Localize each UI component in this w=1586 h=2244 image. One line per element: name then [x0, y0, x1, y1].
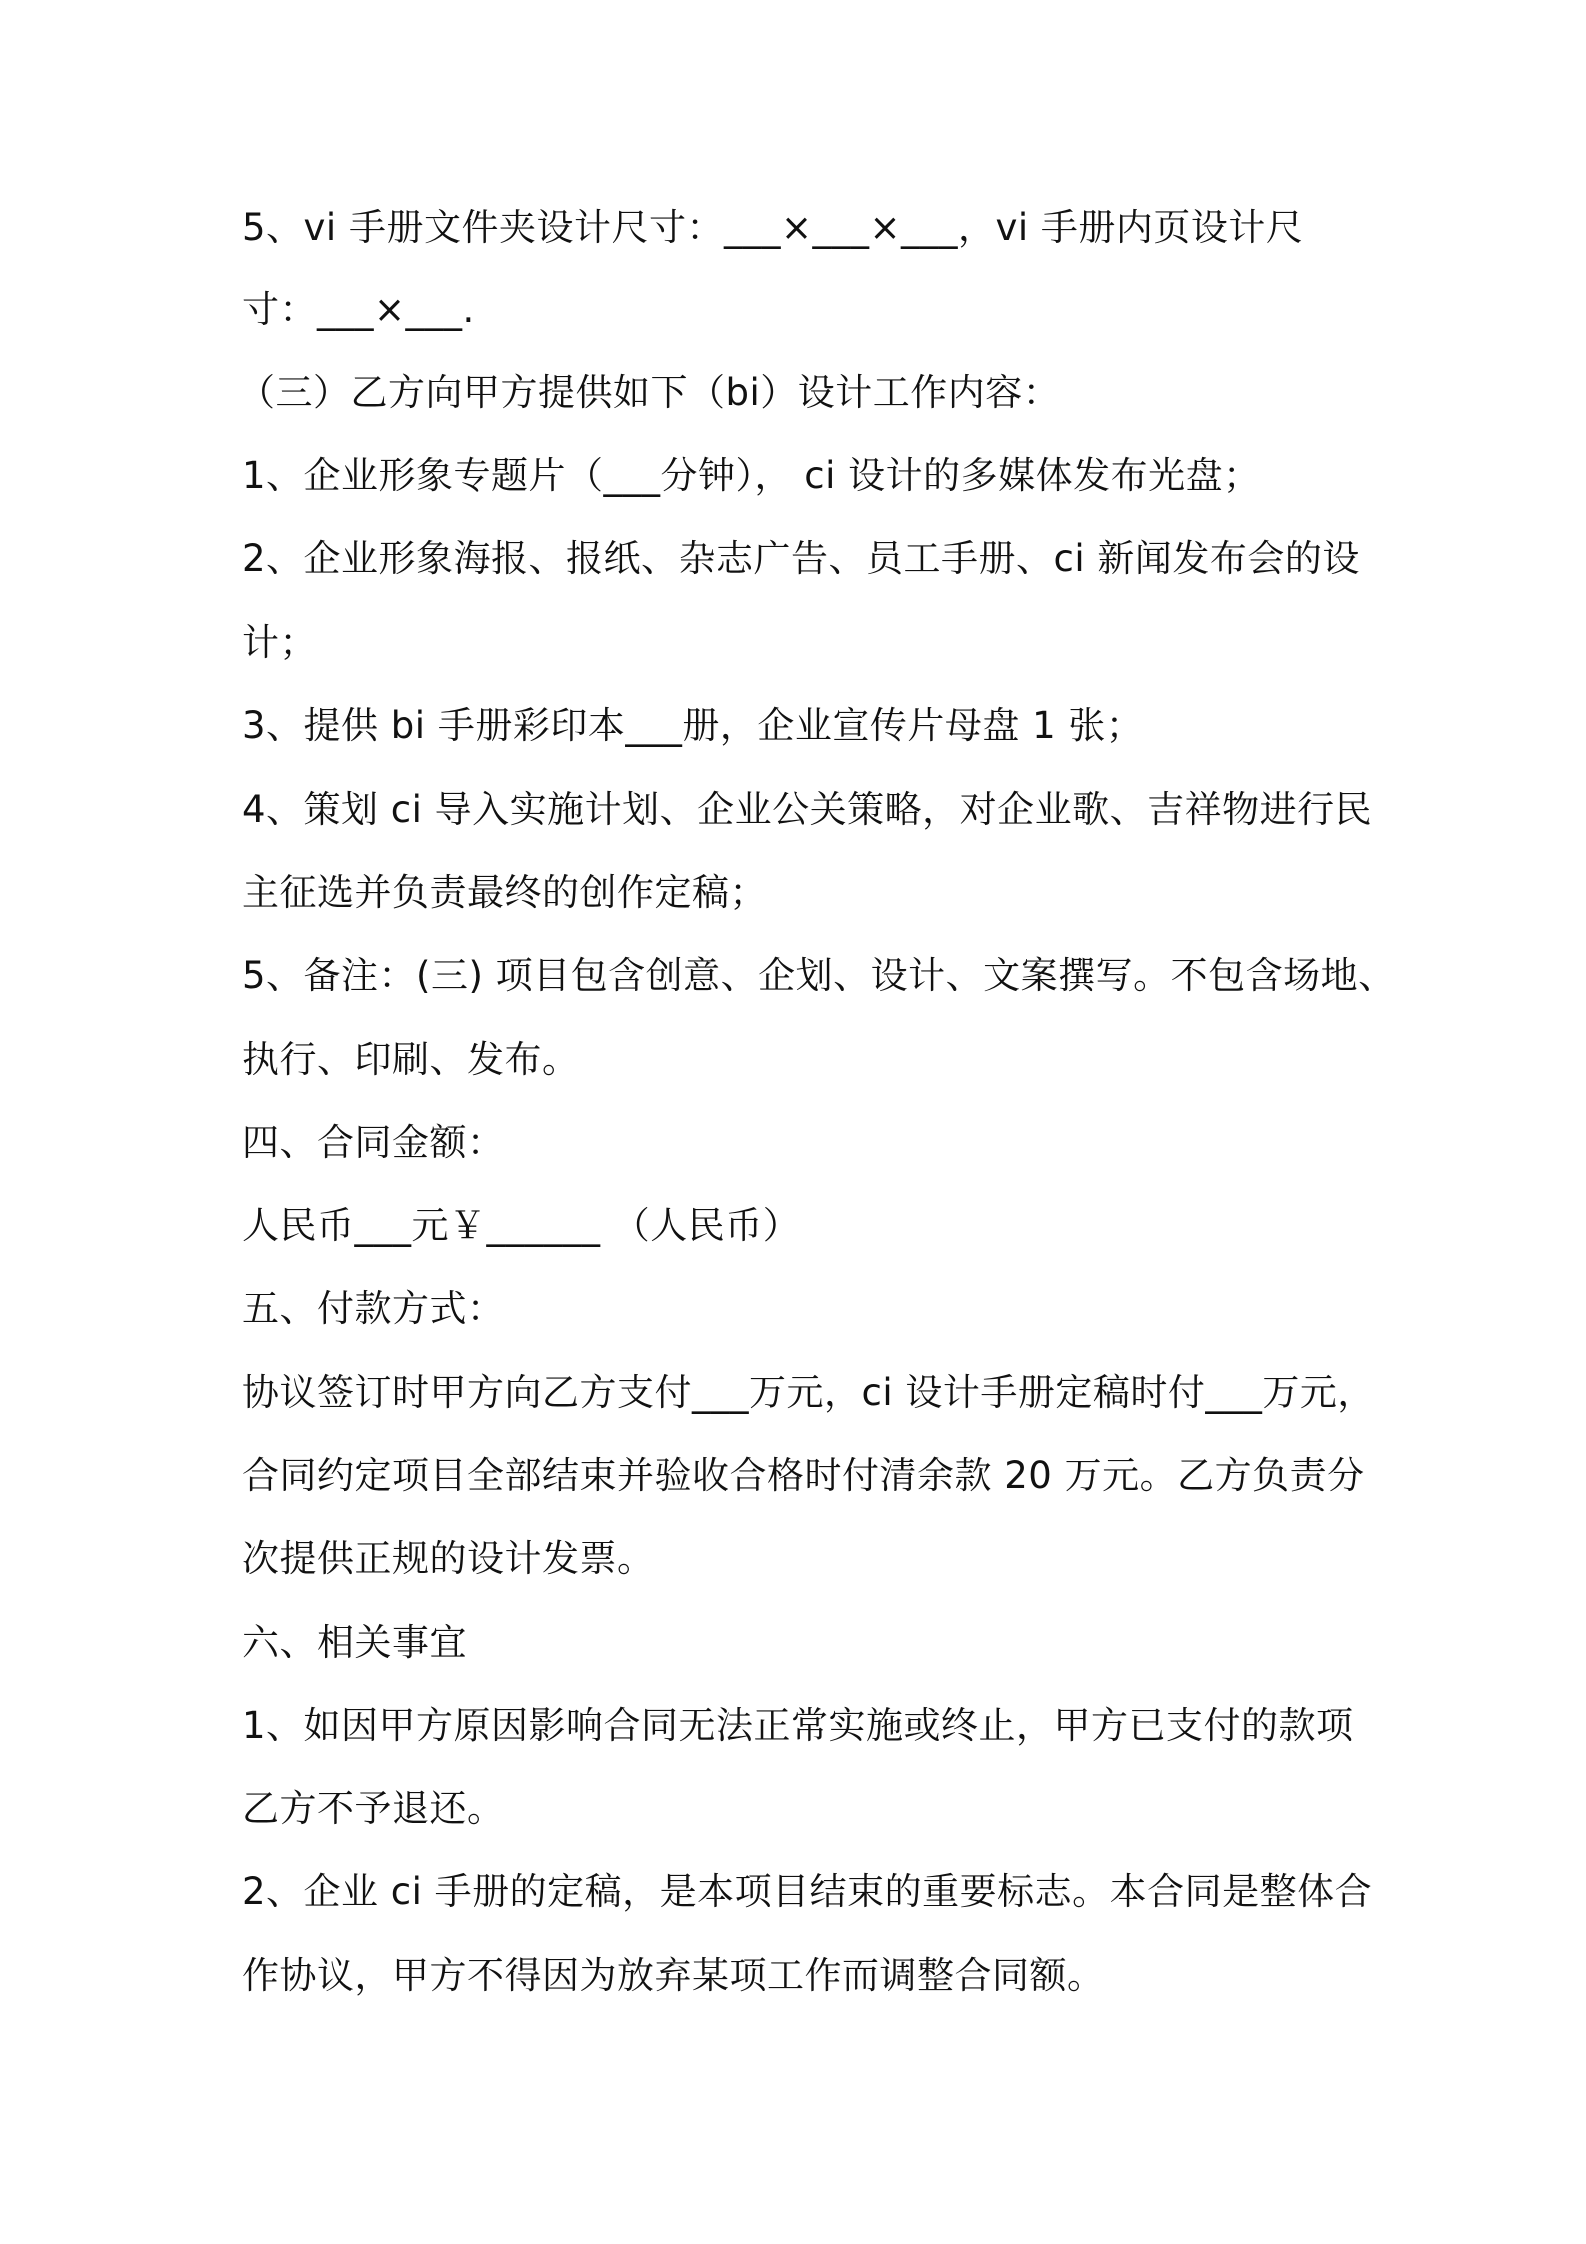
text-line: 作协议，甲方不得因为放弃某项工作而调整合同额。: [242, 1954, 1105, 1997]
text-line: 1、企业形象专题片（___分钟）， ci 设计的多媒体发布光盘；: [242, 454, 1261, 497]
text-line: 合同约定项目全部结束并验收合格时付清余款 20 万元。乙方负责分: [242, 1454, 1365, 1497]
text-line: 执行、印刷、发布。: [242, 1038, 580, 1081]
section-heading: 六、相关事宜: [242, 1621, 467, 1664]
text-line: 2、企业 ci 手册的定稿，是本项目结束的重要标志。本合同是整体合: [242, 1870, 1373, 1913]
text-line: 5、vi 手册文件夹设计尺寸：___×___×___，vi 手册内页设计尺: [242, 206, 1304, 249]
text-line: 3、提供 bi 手册彩印本___册，企业宣传片母盘 1 张；: [242, 704, 1144, 747]
text-line: 人民币___元￥______ （人民币）: [242, 1204, 801, 1247]
section-heading: 四、合同金额：: [242, 1121, 505, 1164]
text-line: 4、策划 ci 导入实施计划、企业公关策略，对企业歌、吉祥物进行民: [242, 788, 1373, 831]
text-line: 次提供正规的设计发票。: [242, 1537, 655, 1580]
text-line: 乙方不予退还。: [242, 1787, 505, 1830]
section-heading: 五、付款方式：: [242, 1287, 505, 1330]
text-line: 5、备注：(三) 项目包含创意、企划、设计、文案撰写。不包含场地、: [242, 954, 1396, 997]
text-line: 计；: [242, 621, 317, 664]
text-line: 主征选并负责最终的创作定稿；: [242, 871, 767, 914]
text-line: 寸：___×___.: [242, 288, 475, 331]
text-line: 1、如因甲方原因影响合同无法正常实施或终止，甲方已支付的款项: [242, 1704, 1354, 1747]
section-heading: （三）乙方向甲方提供如下（bi）设计工作内容：: [238, 371, 1061, 414]
text-line: 2、企业形象海报、报纸、杂志广告、员工手册、ci 新闻发布会的设: [242, 537, 1360, 580]
text-line: 协议签订时甲方向乙方支付___万元，ci 设计手册定稿时付___万元，: [242, 1371, 1375, 1414]
